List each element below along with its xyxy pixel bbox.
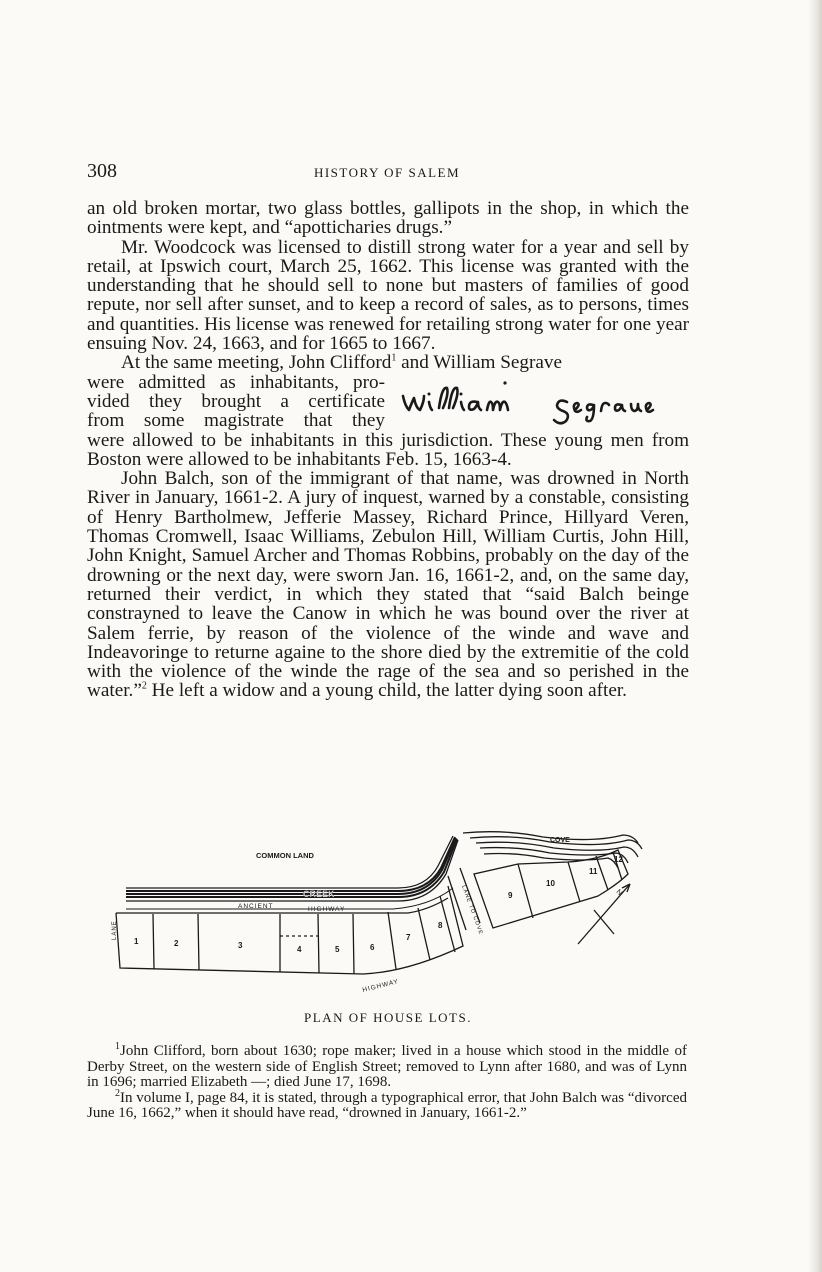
running-title: HISTORY OF SALEM — [313, 165, 461, 180]
paragraph-2: Mr. Woodcock was licensed to distill strong water for a year and sell by retail, at Ipswich court, March 25, 1662. This license was granted with the understanding that he should sell to none but masters of families of good repute, nor sell after sunset, and to keep a record of sales, as to persons, times and quantities. His license was renewed for retailing strong water for one year ensuing Nov. 24, 1663, and for 1665 to 1667. — [87, 236, 689, 355]
paragraph-3-left-line-1: were admitted as inhabitants, pro- — [87, 371, 385, 393]
paragraph-3-rest: were allowed to be inhabitants in this jurisdiction. These young men from Boston were allowed to be inhabitants Feb. 15, 1663-4. — [87, 429, 689, 470]
i-dot — [460, 393, 463, 396]
lot-number: 4 — [297, 945, 302, 954]
lot-number: 12 — [614, 855, 623, 864]
label-highway-lower: HIGHWAY — [361, 978, 400, 994]
label-north: N — [614, 888, 624, 897]
lot-number: 2 — [174, 939, 179, 948]
footnotes — [87, 1041, 687, 1122]
label-cove: COVE — [550, 837, 570, 844]
footnote-1: $^1$John Clifford, born about 1630; rope maker; lived in a house which stood in the middle of Derby Street, on the western side of English Street; removed to Lynn after 1680, and was of Lynn in 1696; married Elizabeth —; died June 17, 1698. — [87, 1041, 687, 1091]
creek-upper-bank — [126, 836, 453, 888]
lot-number: 7 — [406, 933, 411, 942]
paragraph-1: an old broken mortar, two glass bottles, gallipots in the shop, in which the ointments were kept, and “apotticharies drugs.” — [87, 198, 689, 239]
footnote-ref-1: 1 — [391, 352, 397, 364]
house-lots-map — [108, 828, 653, 1000]
page-number: 308 — [87, 160, 117, 182]
footnote-ref-2: 2 — [141, 681, 147, 693]
label-lane: LANE — [112, 920, 118, 940]
i-dot — [428, 393, 431, 396]
signature-william-segrave — [389, 380, 689, 430]
paragraph-3-left-column — [87, 373, 385, 431]
lot-number: 6 — [370, 943, 375, 952]
page-header — [87, 160, 687, 186]
paragraph-4: John Balch, son of the immigrant of that name, was drowned in North River in January, 1661-2. A jury of inquest, warned by a constable, consisting of Henry Bartholmew, Jefferie Massey, Richard Prince, Hillyard Veren, Thomas Cromwell, Isaac Williams, Zebulon Hill, William Curtis, John Hill, John Knight, Samuel Archer and Thomas Robbins, probably on the day of the drowning or the next day, were sworn Jan. 16, 1661-2, and, on the same day, returned their verdict, in which they stated that “said Balch beinge constrayned to leave the Canow in which he was bound over the river at Salem ferrie, by reason of the violence of the winde and wave and Indeavoringe to returne againe to the shore died by the extremitie of the cold with the violence of the winde the rage of the sea and so perished in the water.”$^2$ He left a widow and a young child, the latter dying soon after. — [87, 468, 689, 702]
footnote-2: $^2$In volume I, page 84, it is stated, through a typographical error, that John Balch was “divorced June 16, 1662,” when it should have read, “drowned in January, 1661-2.” — [87, 1087, 687, 1122]
label-ancient: ANCIENT — [238, 903, 274, 910]
plan-of-house-lots — [108, 828, 653, 1000]
lot-number: 10 — [546, 879, 555, 888]
label-creek: CREEK — [303, 889, 335, 899]
body-text — [87, 199, 689, 701]
paragraph-3-line-1: At the same meeting, John Clifford$^1$ and William Segrave — [121, 352, 563, 374]
paragraph-3-left-line-3: from some magistrate that they — [87, 410, 385, 432]
plan-caption: PLAN OF HOUSE LOTS. — [304, 1010, 472, 1025]
paragraph-3 — [87, 353, 689, 469]
signature-image — [389, 380, 689, 430]
lot-number: 11 — [589, 867, 598, 876]
lot-number: 5 — [335, 945, 340, 954]
label-common-land: COMMON LAND — [256, 851, 314, 860]
label-lane-to-cove: LANE TO COVE — [460, 884, 484, 936]
paragraph-3-left-line-2: vided they brought a certificate — [87, 390, 385, 412]
label-highway-upper: HIGHWAY — [308, 906, 346, 913]
page-edge-shadow — [808, 0, 822, 1272]
lot-number: 3 — [238, 941, 243, 950]
ink-dot — [503, 382, 506, 385]
lot-number: 1 — [134, 937, 139, 946]
lot-number: 8 — [438, 921, 443, 930]
lot-number: 9 — [508, 891, 513, 900]
